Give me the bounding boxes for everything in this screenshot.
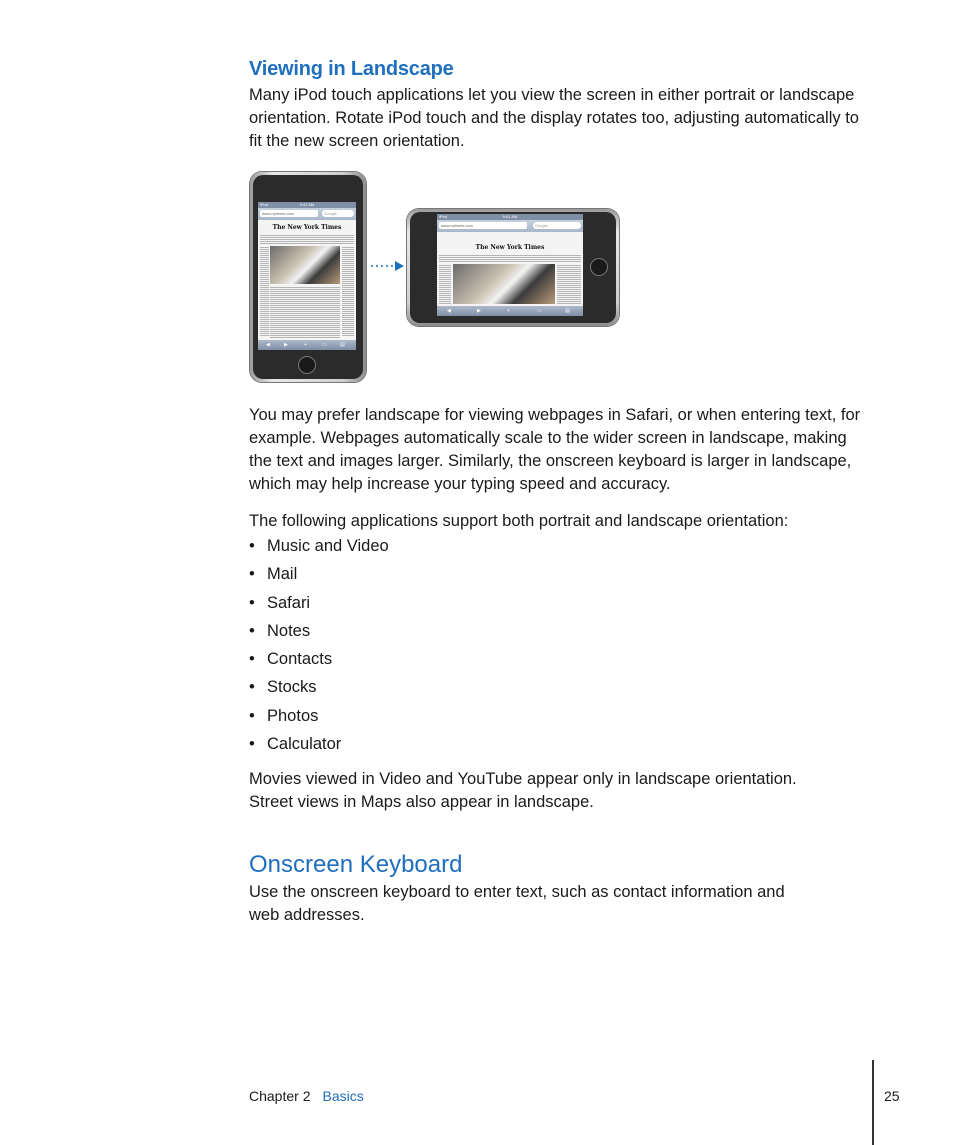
search-field: Google <box>322 210 354 217</box>
bullet: • <box>249 537 255 555</box>
bullet: • <box>249 565 255 584</box>
app-name: Music and Video <box>267 537 389 555</box>
url-field: www.nytimes.com <box>260 210 318 217</box>
app-name: Safari <box>267 593 311 612</box>
section-heading: Viewing in Landscape <box>249 58 454 80</box>
bullet: • <box>249 650 255 669</box>
list-item <box>249 704 389 732</box>
home-button-icon <box>590 258 608 276</box>
section-link[interactable]: Basics <box>322 1088 364 1104</box>
list-item <box>249 591 389 619</box>
status-time: 9:41 AM <box>299 202 315 207</box>
landscape-benefits-paragraph: You may prefer landscape for viewing webpages in Safari, or when entering text, for example. Webpages automatically scale to the wider screen in landscape, making the text and images larger. Similarly, the onscreen keyboard is larger in landscape, which may help increase your typing speed and accuracy. <box>249 406 861 493</box>
home-button-icon <box>298 356 316 374</box>
list-item <box>249 562 389 590</box>
portrait-screen: iPod 9:41 AM www.nytimes.com Google The New York Times ◀ ▶ + ▭ ▤ <box>258 202 356 350</box>
intro-paragraph: Many iPod touch applications let you view the screen in either portrait or landscape orientation. Rotate iPod touch and the display rotates too, adjusting automatically to fit the new screen orientation. <box>249 86 859 150</box>
page-number: 25 <box>884 1088 900 1104</box>
apps-intro-paragraph: The following applications support both portrait and landscape orientation: <box>249 512 789 530</box>
ipod-landscape-illustration <box>407 209 619 326</box>
ipod-portrait-illustration <box>250 172 366 382</box>
app-name: Contacts <box>267 650 333 669</box>
news-photo <box>270 246 340 284</box>
app-name: Calculator <box>267 735 342 754</box>
bullet: • <box>249 735 255 754</box>
news-photo-landscape <box>453 264 555 304</box>
video-note-paragraph <box>249 768 869 814</box>
list-item <box>249 619 389 647</box>
footer-chapter <box>249 1088 364 1104</box>
video-note-line-1: Movies viewed in Video and YouTube appear only in landscape orientation. <box>249 770 797 788</box>
keyboard-paragraph <box>249 881 869 927</box>
list-item <box>249 534 389 562</box>
status-time-landscape: 9:41 AM <box>502 214 518 219</box>
keyboard-line-2: web addresses. <box>249 906 365 924</box>
keyboard-heading: Onscreen Keyboard <box>249 851 463 878</box>
apps-list <box>249 534 389 760</box>
masthead-landscape: The New York Times <box>475 244 545 251</box>
status-carrier: iPod <box>260 202 269 207</box>
app-name: Notes <box>267 621 311 640</box>
list-item <box>249 647 389 675</box>
rotate-arrow-icon <box>370 258 406 274</box>
app-name: Stocks <box>267 678 317 697</box>
keyboard-line-1: Use the onscreen keyboard to enter text, such as contact information and <box>249 883 785 901</box>
status-carrier-landscape: iPod <box>439 214 448 219</box>
bullet: • <box>249 621 255 640</box>
bullet: • <box>249 706 255 725</box>
list-item <box>249 732 389 760</box>
bullet: • <box>249 678 255 697</box>
list-item <box>249 675 389 703</box>
app-name: Mail <box>267 565 298 584</box>
masthead: The New York Times <box>272 224 342 231</box>
bullet: • <box>249 593 255 612</box>
video-note-line-2: Street views in Maps also appear in landscape. <box>249 793 594 811</box>
search-field-landscape: Google <box>533 222 581 229</box>
url-field-landscape: www.nytimes.com <box>439 222 527 229</box>
app-name: Photos <box>267 706 319 725</box>
chapter-label: Chapter 2 <box>249 1088 311 1104</box>
landscape-screen: iPod 9:41 AM www.nytimes.com Google The New York Times ◀ ▶ + ▭ ▤ <box>437 214 583 316</box>
footer-divider <box>872 1060 874 1145</box>
